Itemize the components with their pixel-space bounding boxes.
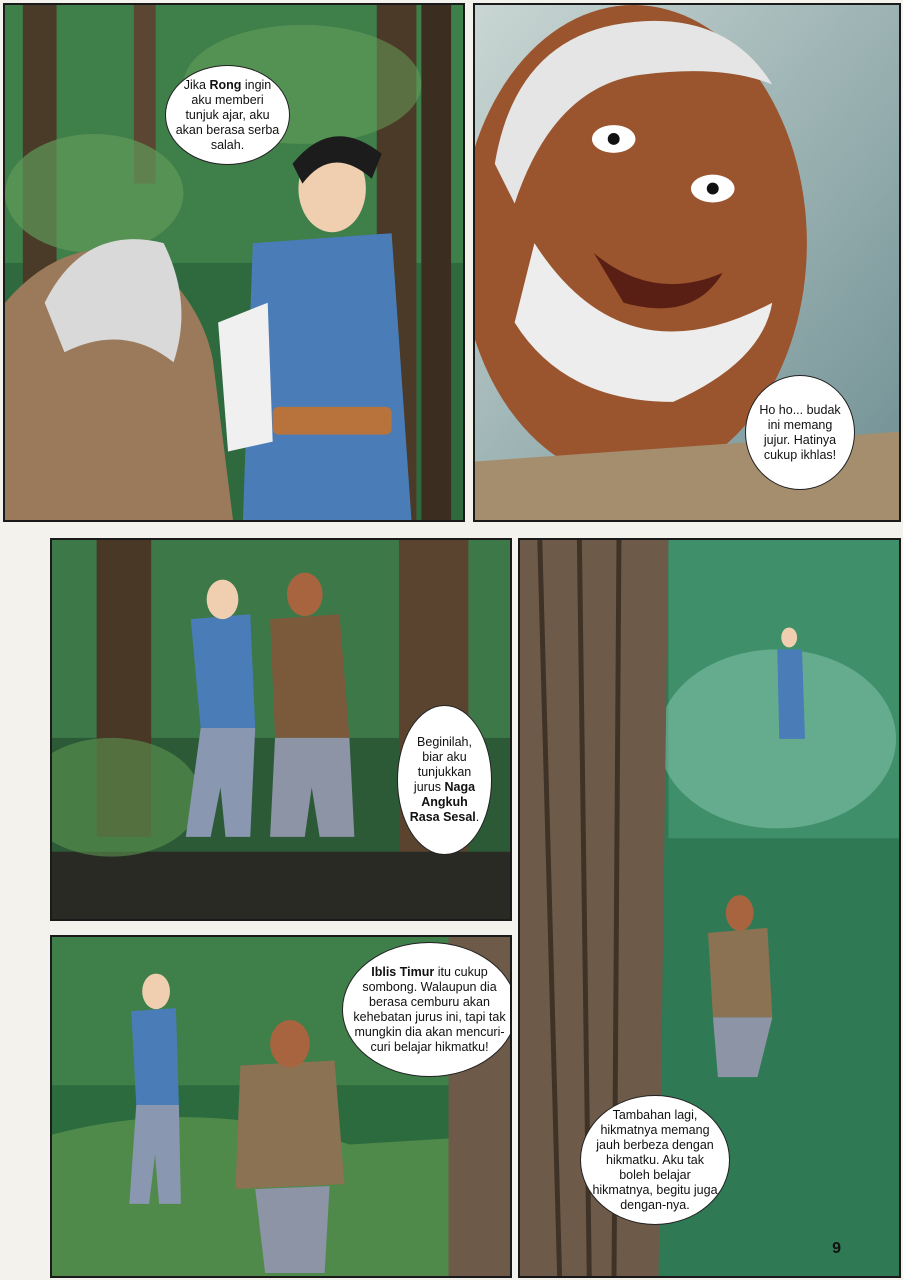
panel-2 xyxy=(473,3,901,522)
speech-text-1: Jika Rong ingin aku memberi tunjuk ajar, aku akan berasa serba salah. xyxy=(175,77,280,152)
page-number: 9 xyxy=(832,1240,841,1257)
speech-bubble-4 xyxy=(580,1095,730,1225)
speech-bubble-5 xyxy=(342,942,512,1077)
speech-text-4: Tambahan lagi, hikmatnya memang jauh berbeza dengan hikmatku. Aku tak boleh belajar hikmatnya, begitu juga dengan-nya. xyxy=(592,1107,718,1212)
speech-bubble-1 xyxy=(165,65,290,165)
panel-4 xyxy=(518,538,901,1278)
panel-5 xyxy=(50,935,512,1278)
speech-text-2: Ho ho... budak ini memang jujur. Hatinya cukup ikhlas! xyxy=(759,402,841,462)
panel-3 xyxy=(50,538,512,921)
speech-bubble-3 xyxy=(397,705,492,855)
speech-text-3: Beginilah, biar aku tunjukkan jurus Naga Angkuh Rasa Sesal. xyxy=(409,735,480,824)
speech-bubble-2 xyxy=(745,375,855,490)
panel-1 xyxy=(3,3,465,522)
speech-text-5: Iblis Timur itu cukup sombong. Walaupun dia berasa cemburu akan kehebatan jurus ini, tapi tak mungkin dia akan mencuri-curi belajar hikmatku! xyxy=(353,964,506,1054)
